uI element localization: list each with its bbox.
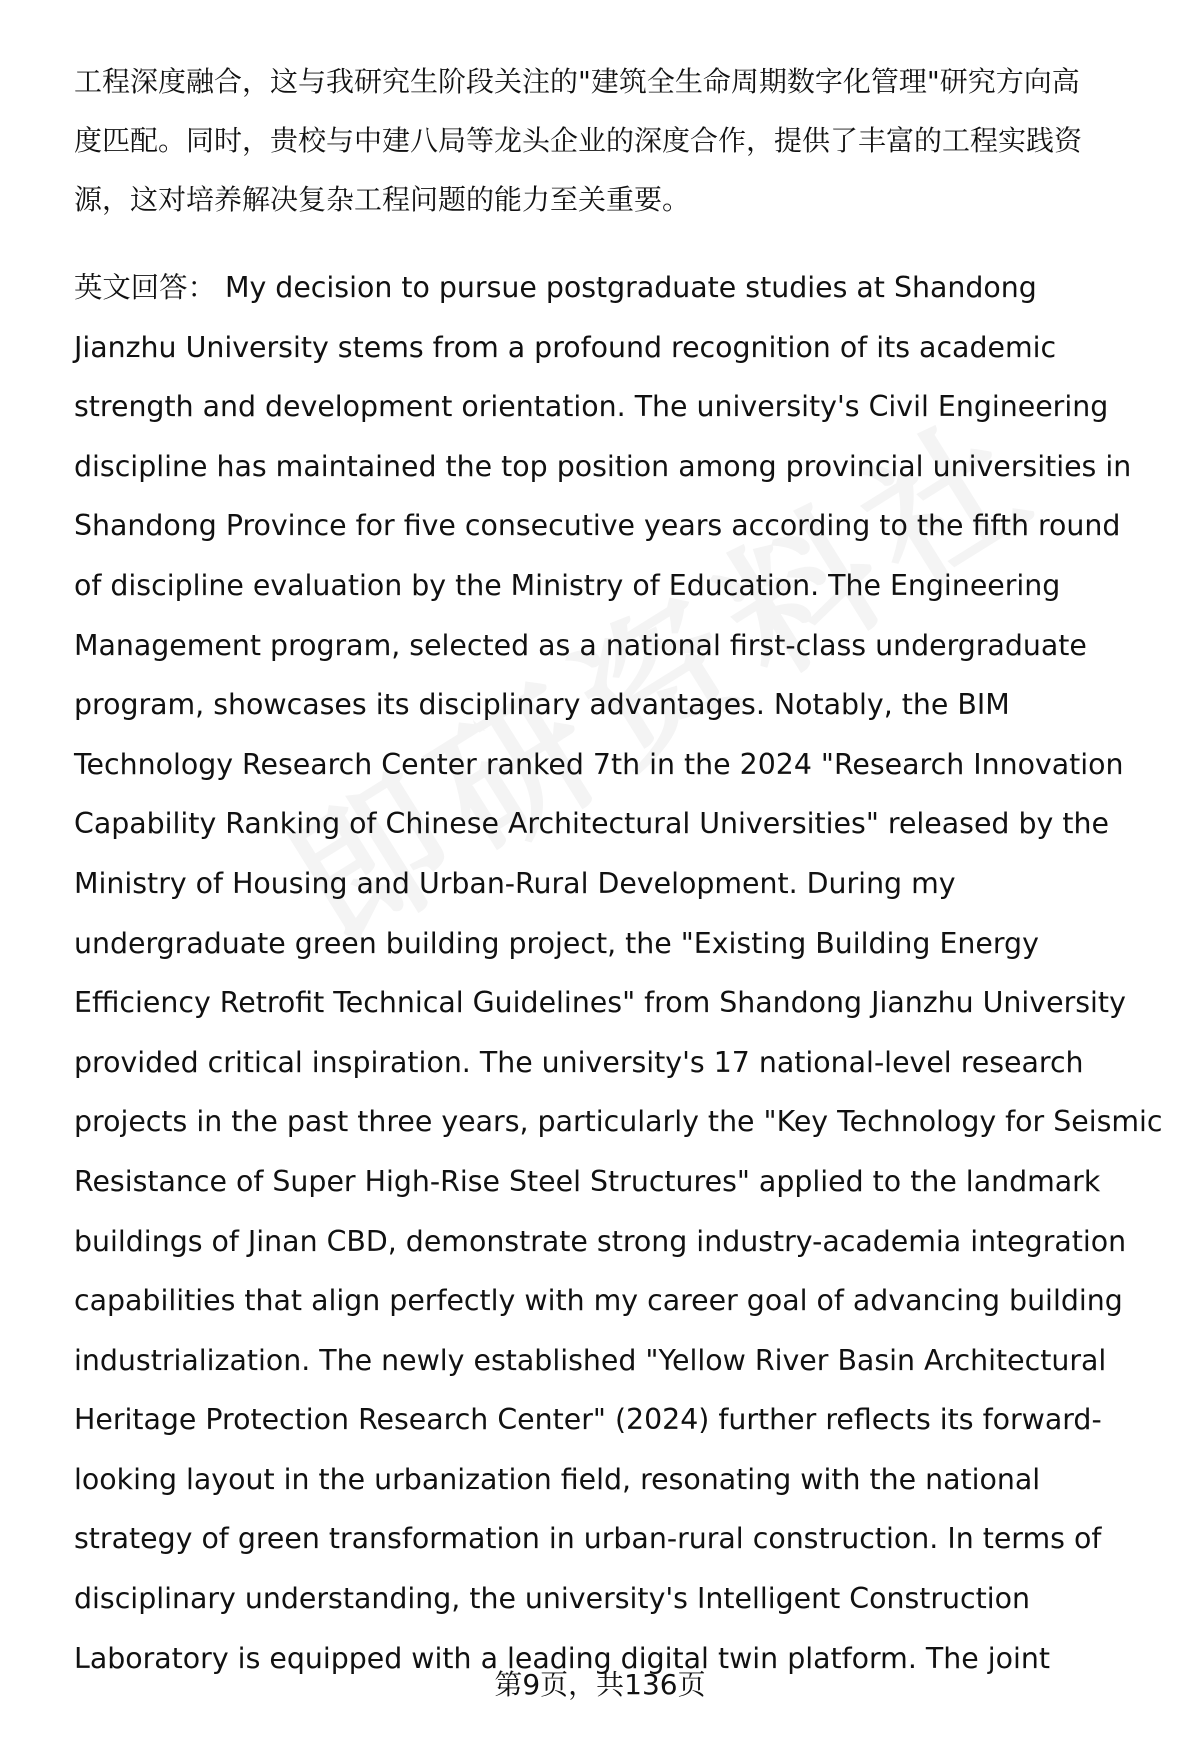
en-line: Heritage Protection Research Center" (2024) further reflects its forward- bbox=[74, 1403, 1102, 1437]
en-line: 英文回答： My decision to pursue postgraduate studies at Shandong bbox=[74, 271, 1037, 304]
en-line: discipline has maintained the top position among provincial universities in bbox=[74, 449, 1132, 483]
en-line: projects in the past three years, particularly the "Key Technology for Seismic bbox=[74, 1105, 1163, 1139]
en-line: undergraduate green building project, the "Existing Building Energy bbox=[74, 926, 1039, 960]
en-line: Shandong Province for five consecutive years according to the fifth round bbox=[74, 509, 1121, 543]
zh-line: 工程深度融合，这与我研究生阶段关注的"建筑全生命周期数字化管理"研究方向高 bbox=[74, 65, 1080, 98]
en-line: looking layout in the urbanization field, resonating with the national bbox=[74, 1462, 1041, 1496]
en-line: Technology Research Center ranked 7th in the 2024 "Research Innovation bbox=[74, 747, 1124, 781]
chinese-answer-paragraph bbox=[74, 52, 1164, 229]
en-line: Management program, selected as a national first-class undergraduate bbox=[74, 628, 1087, 662]
en-line: Ministry of Housing and Urban-Rural Development. During my bbox=[74, 866, 956, 900]
en-line: Efficiency Retrofit Technical Guidelines" from Shandong Jianzhu University bbox=[74, 986, 1126, 1020]
en-line: of discipline evaluation by the Ministry of Education. The Engineering bbox=[74, 568, 1061, 602]
en-line: Jianzhu University stems from a profound recognition of its academic bbox=[74, 330, 1057, 364]
en-line: industrialization. The newly established "Yellow River Basin Architectural bbox=[74, 1343, 1107, 1377]
english-answer-paragraph bbox=[74, 258, 1164, 1688]
en-line: Resistance of Super High-Rise Steel Structures" applied to the landmark bbox=[74, 1164, 1101, 1198]
en-line: disciplinary understanding, the university's Intelligent Construction bbox=[74, 1582, 1031, 1616]
page-number-footer: 第9页，共136页 bbox=[494, 1668, 706, 1701]
en-line: provided critical inspiration. The university's 17 national-level research bbox=[74, 1045, 1084, 1079]
en-line: Laboratory is equipped with a leading digital twin platform. The joint bbox=[74, 1641, 1050, 1675]
en-line: Capability Ranking of Chinese Architectural Universities" released by the bbox=[74, 807, 1109, 841]
zh-line: 度匹配。同时，贵校与中建八局等龙头企业的深度合作，提供了丰富的工程实践资 bbox=[74, 124, 1083, 157]
en-line: capabilities that align perfectly with my career goal of advancing building bbox=[74, 1284, 1123, 1318]
zh-line: 源，这对培养解决复杂工程问题的能力至关重要。 bbox=[74, 183, 691, 216]
en-line: strength and development orientation. The university's Civil Engineering bbox=[74, 390, 1109, 424]
en-line: program, showcases its disciplinary advantages. Notably, the BIM bbox=[74, 688, 1010, 722]
en-line: strategy of green transformation in urban-rural construction. In terms of bbox=[74, 1522, 1102, 1556]
en-line: buildings of Jinan CBD, demonstrate strong industry-academia integration bbox=[74, 1224, 1127, 1258]
